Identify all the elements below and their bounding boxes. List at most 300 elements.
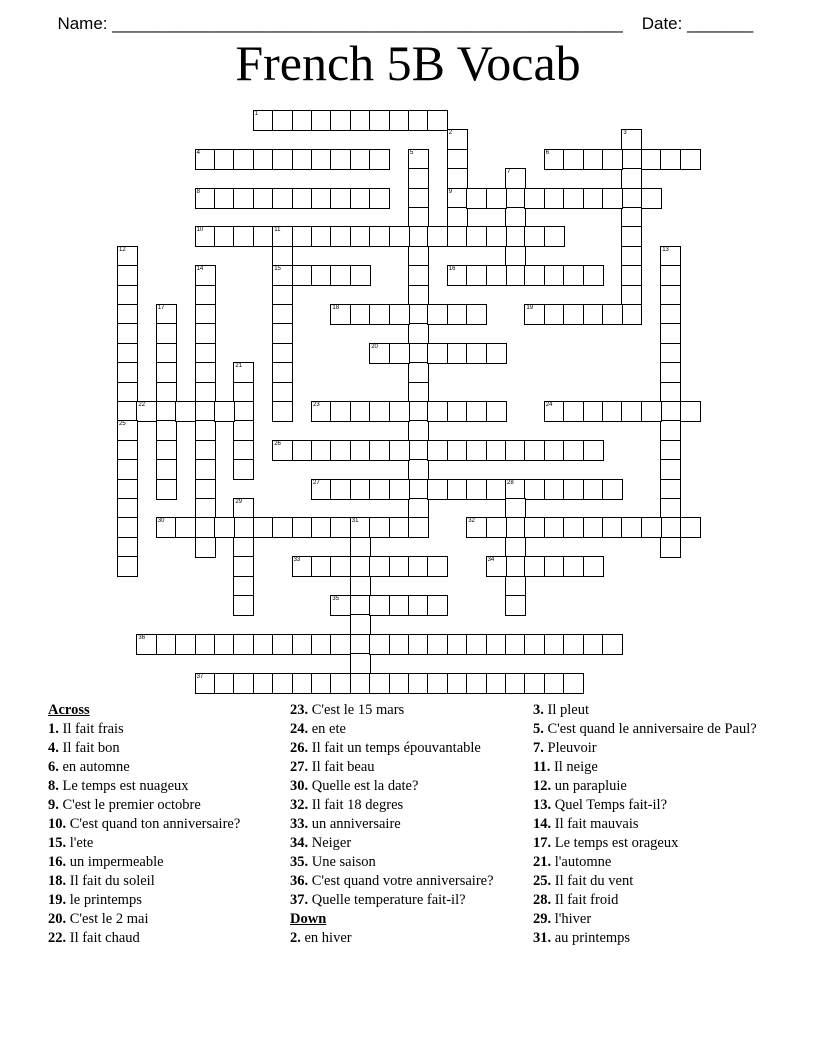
grid-cell[interactable] — [350, 226, 371, 247]
grid-cell[interactable] — [369, 556, 390, 577]
grid-cell[interactable] — [117, 498, 138, 519]
grid-cell[interactable] — [350, 634, 371, 655]
grid-cell[interactable] — [505, 556, 526, 577]
grid-cell[interactable] — [253, 673, 274, 694]
grid-cell[interactable] — [389, 595, 410, 616]
grid-cell[interactable] — [447, 479, 468, 500]
grid-cell[interactable] — [272, 673, 293, 694]
grid-cell[interactable] — [641, 401, 662, 422]
grid-cell[interactable] — [272, 304, 293, 325]
grid-cell[interactable] — [369, 440, 390, 461]
grid-cell[interactable] — [156, 304, 177, 325]
grid-cell[interactable] — [272, 149, 293, 170]
grid-cell[interactable] — [408, 459, 429, 480]
grid-cell[interactable] — [311, 110, 332, 131]
grid-cell[interactable] — [369, 479, 390, 500]
grid-cell[interactable] — [292, 110, 313, 131]
grid-cell[interactable] — [408, 304, 429, 325]
grid-cell[interactable] — [233, 498, 254, 519]
grid-cell[interactable] — [660, 401, 681, 422]
grid-cell[interactable] — [233, 401, 254, 422]
grid-cell[interactable] — [195, 420, 216, 441]
grid-cell[interactable] — [447, 304, 468, 325]
grid-cell[interactable] — [466, 440, 487, 461]
grid-cell[interactable] — [330, 595, 351, 616]
grid-cell[interactable] — [408, 440, 429, 461]
grid-cell[interactable] — [156, 420, 177, 441]
grid-cell[interactable] — [389, 401, 410, 422]
grid-cell[interactable] — [427, 110, 448, 131]
grid-cell[interactable] — [408, 420, 429, 441]
grid-cell[interactable] — [505, 168, 526, 189]
grid-cell[interactable] — [195, 537, 216, 558]
grid-cell[interactable] — [292, 149, 313, 170]
grid-cell[interactable] — [389, 343, 410, 364]
grid-cell[interactable] — [466, 479, 487, 500]
grid-cell[interactable] — [524, 265, 545, 286]
grid-cell[interactable] — [408, 207, 429, 228]
grid-cell[interactable] — [350, 188, 371, 209]
grid-cell[interactable] — [330, 304, 351, 325]
grid-cell[interactable] — [350, 149, 371, 170]
grid-cell[interactable] — [641, 188, 662, 209]
grid-cell[interactable] — [272, 401, 293, 422]
grid-cell[interactable] — [272, 226, 293, 247]
grid-cell[interactable] — [369, 634, 390, 655]
grid-cell[interactable] — [175, 401, 196, 422]
grid-cell[interactable] — [583, 265, 604, 286]
grid-cell[interactable] — [233, 440, 254, 461]
grid-cell[interactable] — [660, 304, 681, 325]
grid-cell[interactable] — [330, 673, 351, 694]
grid-cell[interactable] — [408, 595, 429, 616]
grid-cell[interactable] — [486, 265, 507, 286]
grid-cell[interactable] — [117, 285, 138, 306]
grid-cell[interactable] — [621, 517, 642, 538]
grid-cell[interactable] — [408, 479, 429, 500]
grid-cell[interactable] — [117, 479, 138, 500]
grid-cell[interactable] — [195, 265, 216, 286]
grid-cell[interactable] — [330, 110, 351, 131]
grid-cell[interactable] — [447, 440, 468, 461]
grid-cell[interactable] — [466, 517, 487, 538]
date-blank[interactable]: _______ — [682, 14, 754, 33]
grid-cell[interactable] — [311, 188, 332, 209]
grid-cell[interactable] — [563, 634, 584, 655]
grid-cell[interactable] — [427, 226, 448, 247]
grid-cell[interactable] — [427, 440, 448, 461]
grid-cell[interactable] — [660, 498, 681, 519]
grid-cell[interactable] — [117, 537, 138, 558]
grid-cell[interactable] — [447, 634, 468, 655]
grid-cell[interactable] — [544, 188, 565, 209]
grid-cell[interactable] — [369, 343, 390, 364]
grid-cell[interactable] — [311, 440, 332, 461]
grid-cell[interactable] — [583, 479, 604, 500]
grid-cell[interactable] — [602, 479, 623, 500]
grid-cell[interactable] — [680, 149, 701, 170]
grid-cell[interactable] — [195, 188, 216, 209]
grid-cell[interactable] — [156, 459, 177, 480]
grid-cell[interactable] — [369, 401, 390, 422]
grid-cell[interactable] — [505, 595, 526, 616]
grid-cell[interactable] — [524, 556, 545, 577]
grid-cell[interactable] — [505, 517, 526, 538]
grid-cell[interactable] — [389, 673, 410, 694]
grid-cell[interactable] — [233, 188, 254, 209]
grid-cell[interactable] — [195, 517, 216, 538]
grid-cell[interactable] — [544, 304, 565, 325]
grid-cell[interactable] — [311, 673, 332, 694]
grid-cell[interactable] — [253, 634, 274, 655]
grid-cell[interactable] — [330, 634, 351, 655]
grid-cell[interactable] — [117, 323, 138, 344]
grid-cell[interactable] — [195, 323, 216, 344]
grid-cell[interactable] — [389, 304, 410, 325]
grid-cell[interactable] — [524, 634, 545, 655]
grid-cell[interactable] — [408, 382, 429, 403]
grid-cell[interactable] — [660, 149, 681, 170]
grid-cell[interactable] — [117, 420, 138, 441]
grid-cell[interactable] — [233, 149, 254, 170]
grid-cell[interactable] — [156, 362, 177, 383]
grid-cell[interactable] — [369, 149, 390, 170]
grid-cell[interactable] — [408, 188, 429, 209]
grid-cell[interactable] — [389, 440, 410, 461]
grid-cell[interactable] — [660, 440, 681, 461]
grid-cell[interactable] — [117, 304, 138, 325]
grid-cell[interactable] — [427, 556, 448, 577]
grid-cell[interactable] — [350, 614, 371, 635]
grid-cell[interactable] — [350, 576, 371, 597]
grid-cell[interactable] — [544, 149, 565, 170]
grid-cell[interactable] — [447, 207, 468, 228]
grid-cell[interactable] — [486, 440, 507, 461]
grid-cell[interactable] — [272, 362, 293, 383]
grid-cell[interactable] — [621, 149, 642, 170]
grid-cell[interactable] — [505, 188, 526, 209]
grid-cell[interactable] — [233, 673, 254, 694]
grid-cell[interactable] — [117, 265, 138, 286]
grid-cell[interactable] — [195, 459, 216, 480]
grid-cell[interactable] — [486, 517, 507, 538]
grid-cell[interactable] — [505, 673, 526, 694]
grid-cell[interactable] — [389, 556, 410, 577]
grid-cell[interactable] — [466, 673, 487, 694]
grid-cell[interactable] — [505, 634, 526, 655]
grid-cell[interactable] — [660, 517, 681, 538]
grid-cell[interactable] — [214, 634, 235, 655]
grid-cell[interactable] — [311, 226, 332, 247]
grid-cell[interactable] — [214, 188, 235, 209]
grid-cell[interactable] — [117, 440, 138, 461]
grid-cell[interactable] — [408, 401, 429, 422]
grid-cell[interactable] — [660, 362, 681, 383]
grid-cell[interactable] — [447, 188, 468, 209]
grid-cell[interactable] — [408, 323, 429, 344]
grid-cell[interactable] — [524, 479, 545, 500]
grid-cell[interactable] — [253, 188, 274, 209]
grid-cell[interactable] — [544, 517, 565, 538]
grid-cell[interactable] — [466, 188, 487, 209]
grid-cell[interactable] — [583, 149, 604, 170]
grid-cell[interactable] — [544, 401, 565, 422]
grid-cell[interactable] — [486, 634, 507, 655]
grid-cell[interactable] — [117, 382, 138, 403]
grid-cell[interactable] — [427, 401, 448, 422]
grid-cell[interactable] — [466, 401, 487, 422]
grid-cell[interactable] — [117, 459, 138, 480]
grid-cell[interactable] — [369, 226, 390, 247]
grid-cell[interactable] — [233, 517, 254, 538]
grid-cell[interactable] — [117, 517, 138, 538]
grid-cell[interactable] — [330, 226, 351, 247]
grid-cell[interactable] — [350, 517, 371, 538]
grid-cell[interactable] — [524, 440, 545, 461]
grid-cell[interactable] — [350, 479, 371, 500]
grid-cell[interactable] — [117, 343, 138, 364]
grid-cell[interactable] — [272, 323, 293, 344]
grid-cell[interactable] — [408, 556, 429, 577]
grid-cell[interactable] — [292, 556, 313, 577]
grid-cell[interactable] — [233, 226, 254, 247]
grid-cell[interactable] — [427, 343, 448, 364]
grid-cell[interactable] — [660, 265, 681, 286]
grid-cell[interactable] — [292, 634, 313, 655]
grid-cell[interactable] — [311, 149, 332, 170]
grid-cell[interactable] — [447, 168, 468, 189]
name-blank[interactable]: ______________________________________________________ — [107, 14, 623, 33]
grid-cell[interactable] — [602, 401, 623, 422]
grid-cell[interactable] — [563, 188, 584, 209]
grid-cell[interactable] — [486, 673, 507, 694]
grid-cell[interactable] — [117, 246, 138, 267]
grid-cell[interactable] — [156, 343, 177, 364]
grid-cell[interactable] — [330, 479, 351, 500]
grid-cell[interactable] — [680, 401, 701, 422]
grid-cell[interactable] — [641, 517, 662, 538]
grid-cell[interactable] — [660, 420, 681, 441]
grid-cell[interactable] — [524, 188, 545, 209]
grid-cell[interactable] — [660, 246, 681, 267]
grid-cell[interactable] — [621, 207, 642, 228]
grid-cell[interactable] — [583, 556, 604, 577]
grid-cell[interactable] — [447, 265, 468, 286]
grid-cell[interactable] — [660, 537, 681, 558]
grid-cell[interactable] — [195, 149, 216, 170]
grid-cell[interactable] — [447, 149, 468, 170]
grid-cell[interactable] — [369, 673, 390, 694]
grid-cell[interactable] — [292, 673, 313, 694]
grid-cell[interactable] — [117, 362, 138, 383]
grid-cell[interactable] — [660, 285, 681, 306]
grid-cell[interactable] — [272, 634, 293, 655]
grid-cell[interactable] — [311, 479, 332, 500]
grid-cell[interactable] — [195, 362, 216, 383]
grid-cell[interactable] — [195, 498, 216, 519]
grid-cell[interactable] — [330, 401, 351, 422]
grid-cell[interactable] — [311, 265, 332, 286]
grid-cell[interactable] — [505, 226, 526, 247]
grid-cell[interactable] — [350, 440, 371, 461]
grid-cell[interactable] — [563, 673, 584, 694]
grid-cell[interactable] — [621, 188, 642, 209]
grid-cell[interactable] — [427, 479, 448, 500]
grid-cell[interactable] — [272, 110, 293, 131]
grid-cell[interactable] — [175, 634, 196, 655]
grid-cell[interactable] — [195, 479, 216, 500]
grid-cell[interactable] — [311, 556, 332, 577]
grid-cell[interactable] — [292, 440, 313, 461]
grid-cell[interactable] — [583, 304, 604, 325]
grid-cell[interactable] — [602, 634, 623, 655]
grid-cell[interactable] — [563, 265, 584, 286]
grid-cell[interactable] — [447, 673, 468, 694]
grid-cell[interactable] — [505, 479, 526, 500]
grid-cell[interactable] — [466, 634, 487, 655]
grid-cell[interactable] — [214, 401, 235, 422]
grid-cell[interactable] — [563, 401, 584, 422]
grid-cell[interactable] — [156, 634, 177, 655]
grid-cell[interactable] — [350, 265, 371, 286]
grid-cell[interactable] — [311, 634, 332, 655]
grid-cell[interactable] — [524, 673, 545, 694]
grid-cell[interactable] — [233, 382, 254, 403]
grid-cell[interactable] — [583, 188, 604, 209]
grid-cell[interactable] — [621, 401, 642, 422]
grid-cell[interactable] — [408, 343, 429, 364]
grid-cell[interactable] — [660, 343, 681, 364]
grid-cell[interactable] — [544, 265, 565, 286]
grid-cell[interactable] — [602, 188, 623, 209]
grid-cell[interactable] — [272, 517, 293, 538]
grid-cell[interactable] — [369, 517, 390, 538]
grid-cell[interactable] — [602, 304, 623, 325]
grid-cell[interactable] — [136, 401, 157, 422]
grid-cell[interactable] — [447, 343, 468, 364]
grid-cell[interactable] — [602, 149, 623, 170]
grid-cell[interactable] — [583, 517, 604, 538]
grid-cell[interactable] — [195, 382, 216, 403]
grid-cell[interactable] — [602, 517, 623, 538]
grid-cell[interactable] — [389, 634, 410, 655]
grid-cell[interactable] — [117, 556, 138, 577]
grid-cell[interactable] — [466, 304, 487, 325]
grid-cell[interactable] — [253, 110, 274, 131]
grid-cell[interactable] — [447, 129, 468, 150]
grid-cell[interactable] — [350, 556, 371, 577]
grid-cell[interactable] — [330, 149, 351, 170]
grid-cell[interactable] — [427, 673, 448, 694]
grid-cell[interactable] — [621, 265, 642, 286]
grid-cell[interactable] — [408, 362, 429, 383]
grid-cell[interactable] — [369, 188, 390, 209]
grid-cell[interactable] — [195, 440, 216, 461]
grid-cell[interactable] — [311, 517, 332, 538]
grid-cell[interactable] — [505, 440, 526, 461]
grid-cell[interactable] — [369, 110, 390, 131]
grid-cell[interactable] — [563, 556, 584, 577]
grid-cell[interactable] — [408, 110, 429, 131]
grid-cell[interactable] — [136, 634, 157, 655]
grid-cell[interactable] — [466, 265, 487, 286]
grid-cell[interactable] — [195, 401, 216, 422]
grid-cell[interactable] — [330, 188, 351, 209]
grid-cell[interactable] — [330, 517, 351, 538]
grid-cell[interactable] — [621, 285, 642, 306]
grid-cell[interactable] — [214, 517, 235, 538]
grid-cell[interactable] — [408, 498, 429, 519]
grid-cell[interactable] — [544, 479, 565, 500]
grid-cell[interactable] — [563, 304, 584, 325]
grid-cell[interactable] — [330, 556, 351, 577]
grid-cell[interactable] — [350, 673, 371, 694]
grid-cell[interactable] — [660, 459, 681, 480]
grid-cell[interactable] — [272, 382, 293, 403]
grid-cell[interactable] — [427, 634, 448, 655]
grid-cell[interactable] — [408, 168, 429, 189]
grid-cell[interactable] — [621, 246, 642, 267]
grid-cell[interactable] — [253, 517, 274, 538]
grid-cell[interactable] — [466, 343, 487, 364]
grid-cell[interactable] — [524, 304, 545, 325]
grid-cell[interactable] — [350, 537, 371, 558]
grid-cell[interactable] — [195, 634, 216, 655]
grid-cell[interactable] — [389, 110, 410, 131]
grid-cell[interactable] — [486, 188, 507, 209]
grid-cell[interactable] — [389, 517, 410, 538]
grid-cell[interactable] — [427, 304, 448, 325]
grid-cell[interactable] — [175, 517, 196, 538]
grid-cell[interactable] — [544, 673, 565, 694]
grid-cell[interactable] — [195, 673, 216, 694]
grid-cell[interactable] — [350, 401, 371, 422]
grid-cell[interactable] — [389, 226, 410, 247]
grid-cell[interactable] — [253, 149, 274, 170]
grid-cell[interactable] — [233, 556, 254, 577]
grid-cell[interactable] — [544, 226, 565, 247]
grid-cell[interactable] — [583, 401, 604, 422]
grid-cell[interactable] — [447, 226, 468, 247]
grid-cell[interactable] — [486, 479, 507, 500]
grid-cell[interactable] — [563, 440, 584, 461]
grid-cell[interactable] — [233, 634, 254, 655]
grid-cell[interactable] — [233, 537, 254, 558]
grid-cell[interactable] — [389, 479, 410, 500]
grid-cell[interactable] — [253, 226, 274, 247]
grid-cell[interactable] — [369, 595, 390, 616]
grid-cell[interactable] — [233, 420, 254, 441]
grid-cell[interactable] — [292, 517, 313, 538]
grid-cell[interactable] — [563, 479, 584, 500]
grid-cell[interactable] — [408, 673, 429, 694]
grid-cell[interactable] — [272, 265, 293, 286]
grid-cell[interactable] — [156, 517, 177, 538]
grid-cell[interactable] — [408, 634, 429, 655]
grid-cell[interactable] — [486, 556, 507, 577]
grid-cell[interactable] — [272, 440, 293, 461]
grid-cell[interactable] — [311, 401, 332, 422]
grid-cell[interactable] — [408, 149, 429, 170]
grid-cell[interactable] — [563, 149, 584, 170]
grid-cell[interactable] — [621, 168, 642, 189]
grid-cell[interactable] — [408, 226, 429, 247]
grid-cell[interactable] — [292, 188, 313, 209]
grid-cell[interactable] — [544, 634, 565, 655]
grid-cell[interactable] — [233, 595, 254, 616]
grid-cell[interactable] — [486, 401, 507, 422]
grid-cell[interactable] — [408, 265, 429, 286]
